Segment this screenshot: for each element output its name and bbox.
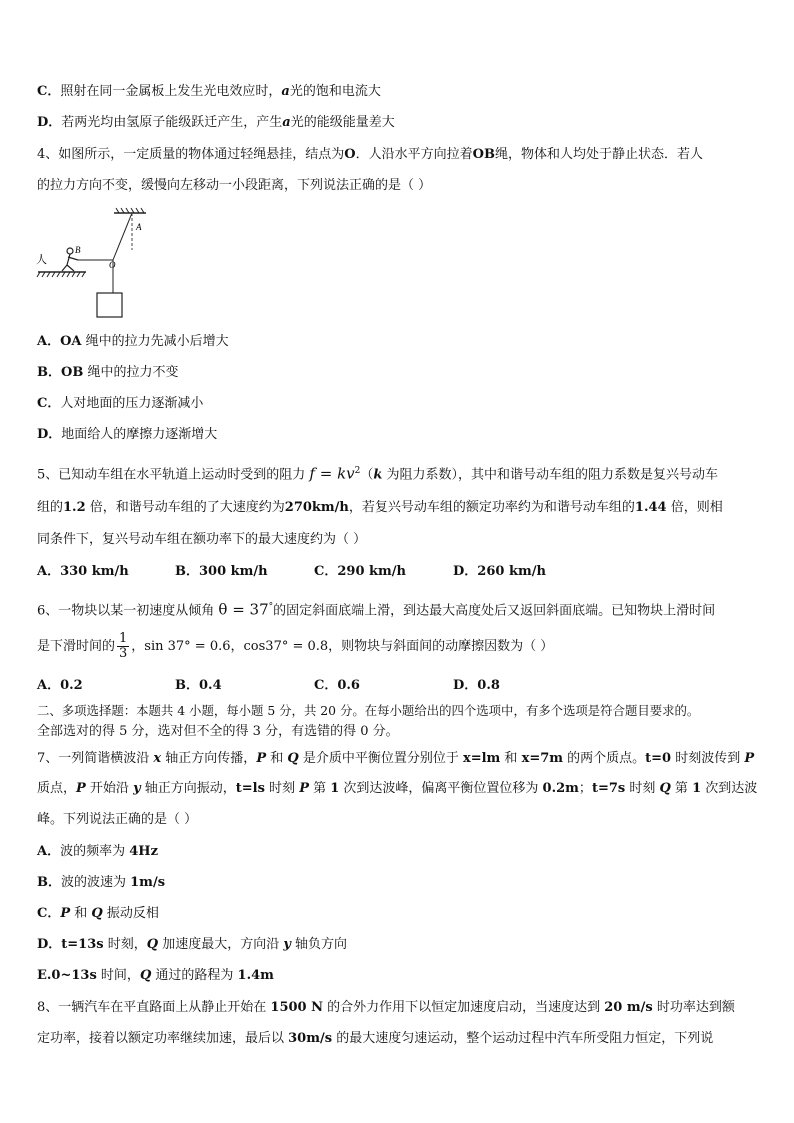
q5-stem-line2: 组的1.2 倍，和谐号动车组的了大速度约为270km/h，若复兴号动车组的额定功率约为和谐号动车组的1.44 倍，则相 [37,500,723,515]
label-o: O [109,260,116,270]
q5-option-a: A．330 km/h [37,564,129,579]
q7-stem-line3: 峰。下列说法正确的是（ ） [37,812,198,827]
fraction-one-third: $\frac{1}{3}$ [119,631,128,661]
q5-stem-line1: 5、已知动车组在水平轨道上运动时受到的阻力 $f = kv^2(k$ 为阻力系数），其中和谐号动车组的阻力系数是复兴号动车 [37,464,719,483]
hanging-block [97,293,122,317]
q3-option-c: C．照射在同一金属板上发生光电效应时，a光的饱和电流大 [37,84,381,99]
section2-heading-line2: 全部选对的得 5 分，选对但不全的得 3 分，有选错的得 0 分。 [37,724,399,739]
ceiling-hatch [114,208,146,213]
q6-stem-line1: 6、一物块以某一初速度从倾角 θ = 37°的固定斜面底端上滑，到达最大高度处后又返回斜面底端。已知物块上滑时间 [37,600,716,619]
q5-stem-line3: 同条件下，复兴号动车组在额功率下的最大速度约为（ ） [37,532,367,547]
q4-option-b: B．OB 绳中的拉力不变 [37,365,179,380]
q6-option-c: C．0.6 [314,678,360,693]
label-b: B [75,245,81,255]
q7-stem-line2: 质点，P 开始沿 y 轴正方向振动，t=ls 时刻 P 第 1 次到达波峰，偏离平衡位置位移为 0.2m；t=7s 时刻 Q 第 1 次到达波 [37,781,758,796]
q7-option-e: E.0~13s 时间，Q 通过的路程为 1.4m [37,968,274,983]
q7-option-d: D．t=13s 时刻，Q 加速度最大，方向沿 y 轴负方向 [37,937,348,952]
q8-stem-line1: 8、一辆汽车在平直路面上从静止开始在 1500 N 的合外力作用下以恒定加速度启动，当速度达到 20 m/s 时功率达到额 [37,1000,735,1015]
q6-stem-line2: 是下滑时间的 $\frac{1}{3}$ ，sin 37° = 0.6，cos37° = 0.8，则物块与斜面间的动摩擦因数为（ ） [37,631,554,661]
q4-option-d: D．地面给人的摩擦力逐渐增大 [37,427,218,442]
q4-stem-line2: 的拉力方向不变，缓慢向左移动一小段距离，下列说法正确的是（ ） [37,178,432,193]
rope-oa [113,213,132,260]
q5-option-c: C．290 km/h [314,564,406,579]
q4-stem-line1: 4、如图所示，一定质量的物体通过轻绳悬挂，结点为O．人沿水平方向拉着OB绳，物体和人均处于静止状态．若人 [37,147,703,162]
ground-hatch [37,272,86,277]
section2-heading-line1: 二、多项选择题：本题共 4 小题，每小题 5 分，共 20 分。在每小题给出的四个选项中，有多个选项是符合题目要求的。 [37,703,700,718]
q3-option-d: D．若两光均由氢原子能级跃迁产生，产生a光的能级能量差大 [37,115,395,130]
q7-option-b: B．波的波速为 1m/s [37,875,166,890]
q7-option-a: A．波的频率为 4Hz [37,844,158,859]
label-a: A [136,222,142,232]
q6-option-b: B．0.4 [175,678,222,693]
q4-option-a: A．OA 绳中的拉力先减小后增大 [37,334,229,349]
label-person: 人 [36,253,47,266]
q6-option-a: A．0.2 [37,678,83,693]
q4-option-c: C．人对地面的压力逐渐减小 [37,396,204,411]
q4-figure [34,205,174,330]
q8-stem-line2: 定功率，接着以额定功率继续加速，最后以 30m/s 的最大速度匀速运动，整个运动过程中汽车所受阻力恒定，下列说 [37,1031,714,1046]
q7-stem-line1: 7、一列简谐横波沿 x 轴正方向传播，P 和 Q 是介质中平衡位置分别位于 x=lm 和 x=7m 的两个质点。t=0 时刻波传到 P [37,751,755,766]
q5-option-b: B．300 km/h [175,564,268,579]
q7-option-c: C．P 和 Q 振动反相 [37,906,159,921]
q6-option-d: D．0.8 [453,678,500,693]
q5-option-d: D．260 km/h [453,564,546,579]
